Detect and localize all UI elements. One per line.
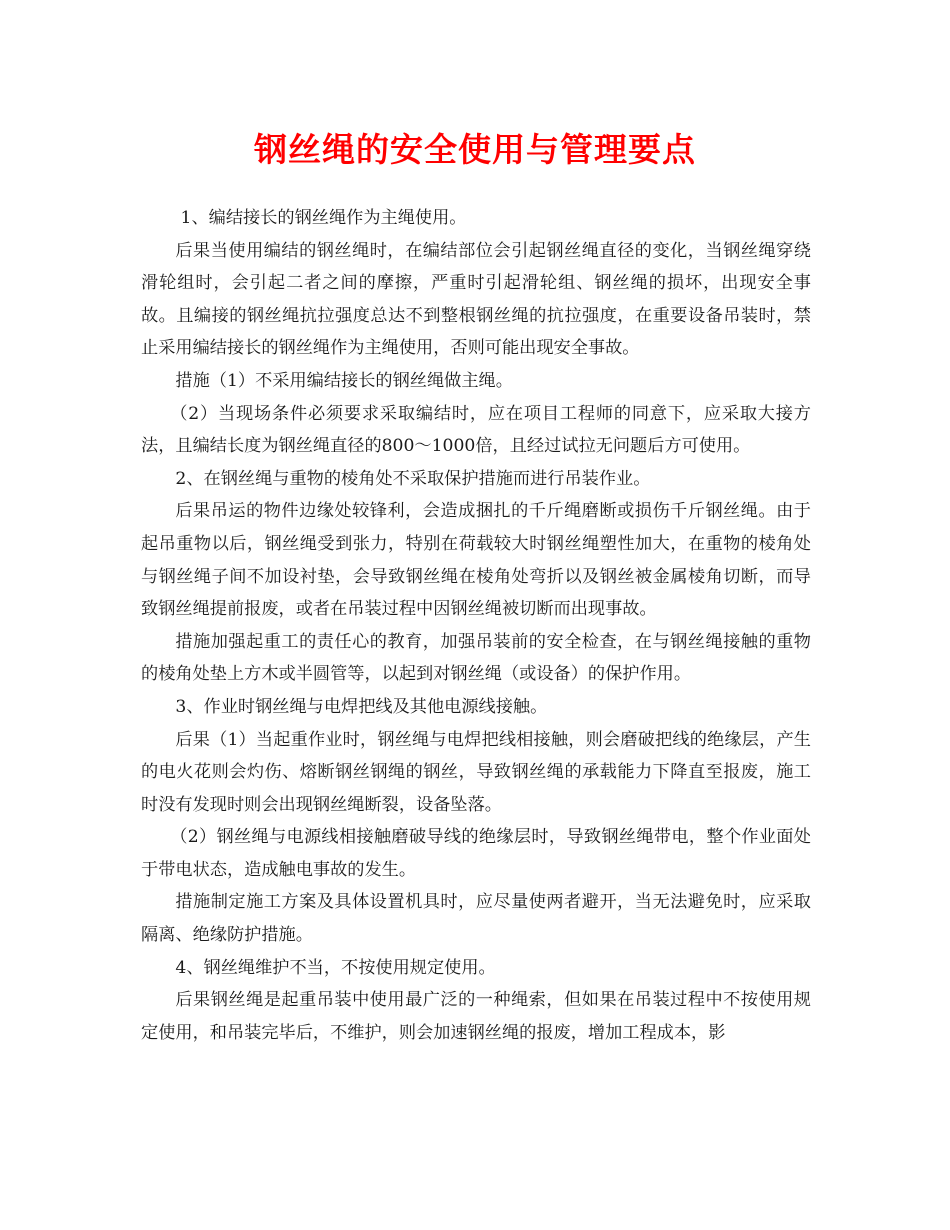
document-body	[141, 202, 811, 1049]
document-title: 钢丝绳的安全使用与管理要点	[254, 130, 696, 169]
paragraph-measure-1-sub: （2）当现场条件必须要求采取编结时，应在项目工程师的同意下，应采取大接方法，且编结长度为钢丝绳直径的800～1000倍，且经过试拉无问题后方可使用。	[141, 403, 811, 457]
paragraph-consequence-3-sub: （2）钢丝绳与电源线相接触磨破导线的绝缘层时，导致钢丝绳带电，整个作业面处于带电状态，造成触电事故的发生。	[141, 827, 811, 880]
paragraph-consequence-4: 后果钢丝绳是起重吊装中使用最广泛的一种绳索，但如果在吊装过程中不按使用规定使用，和吊装完毕后，不维护，则会加速钢丝绳的报废，增加工程成本，影	[141, 990, 811, 1043]
paragraph-consequence-2: 后果吊运的物件边缘处较锋利，会造成捆扎的千斤绳磨断或损伤千斤钢丝绳。由于起吊重物以后，钢丝绳受到张力，特别在荷载较大时钢丝绳塑性加大，在重物的棱角处与钢丝绳子间不加设衬垫，会导致钢丝绳在棱角处弯折以及钢丝被金属棱角切断，而导致钢丝绳提前报废，或者在吊装过程中因钢丝绳被切断而出现事故。	[141, 501, 811, 620]
section-heading-3: 3、作业时钢丝绳与电焊把线及其他电源线接触。	[175, 696, 548, 717]
paragraph-measure-1: 措施（1）不采用编结接长的钢丝绳做主绳。	[175, 370, 513, 391]
paragraph-measure-3: 措施制定施工方案及具体设置机具时，应尽量使两者避开，当无法避免时，应采取隔离、绝缘防护措施。	[141, 892, 811, 946]
section-heading-4: 4、钢丝绳维护不当，不按使用规定使用。	[175, 957, 496, 978]
paragraph-consequence-3: 后果（1）当起重作业时，钢丝绳与电焊把线相接触，则会磨破把线的绝缘层，产生的电火花则会灼伤、熔断钢丝钢绳的钢丝，导致钢丝绳的承载能力下降直至报废，施工时没有发现时则会出现钢丝绳断裂，设备坠落。	[141, 729, 811, 815]
section-heading-1: 1、编结接长的钢丝绳作为主绳使用。	[180, 208, 467, 228]
paragraph-measure-2: 措施加强起重工的责任心的教育，加强吊装前的安全检查，在与钢丝绳接触的重物的棱角处垫上方木或半圆管等，以起到对钢丝绳（或设备）的保护作用。	[141, 631, 811, 685]
section-heading-2: 2、在钢丝绳与重物的棱角处不采取保护措施而进行吊装作业。	[175, 468, 651, 489]
paragraph-consequence-1: 后果当使用编结的钢丝绳时，在编结部位会引起钢丝绳直径的变化，当钢丝绳穿绕滑轮组时，会引起二者之间的摩擦，严重时引起滑轮组、钢丝绳的损坏，出现安全事故。且编接的钢丝绳抗拉强度总达不到整根钢丝绳的抗拉强度，在重要设备吊装时，禁止采用编结接长的钢丝绳作为主绳使用，否则可能出现安全事故。	[141, 240, 811, 359]
